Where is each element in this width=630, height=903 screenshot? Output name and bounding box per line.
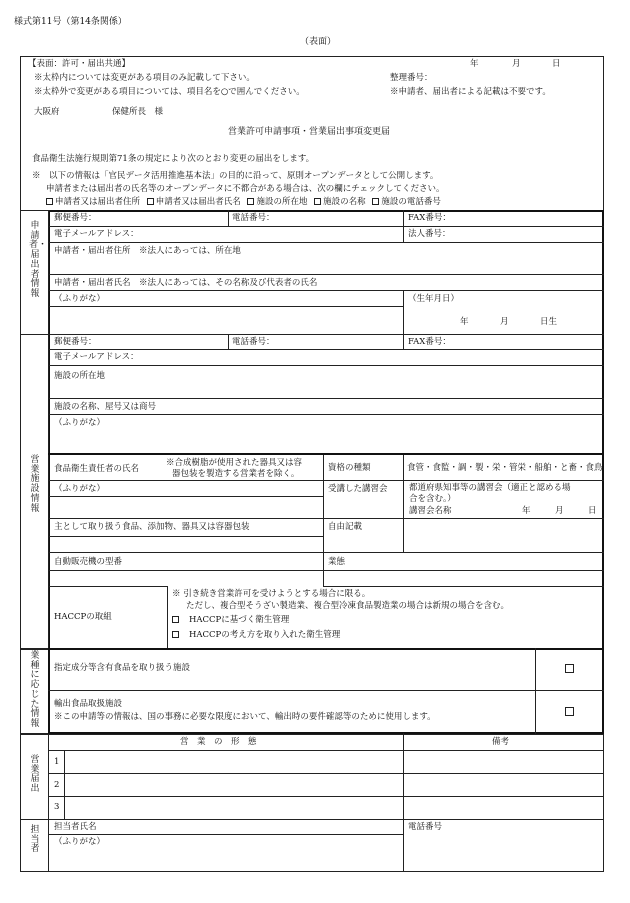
form-number: 様式第11号（第14条関係） bbox=[14, 17, 127, 27]
haccp-option-based[interactable]: HACCPに基づく衛生管理 bbox=[172, 616, 289, 625]
course-year[interactable]: 年 bbox=[522, 506, 531, 516]
date-year[interactable]: 年 bbox=[470, 59, 479, 69]
remarks-column-header: 備考 bbox=[492, 737, 510, 747]
contact-name-field[interactable]: 担当者氏名 bbox=[54, 822, 97, 832]
business-form-column-header: 営 業 の 形 態 bbox=[180, 737, 257, 747]
row-number: 2 bbox=[54, 780, 60, 790]
export-note: ※この申請等の情報は、国の事務に必要な限度において、輸出時の要件確認等のために使用します。 bbox=[54, 712, 436, 722]
haccp-option-approach[interactable]: HACCPの考え方を取り入れた衛生管理 bbox=[172, 631, 340, 640]
course-name-field[interactable]: 講習会名称 bbox=[409, 506, 452, 516]
contact-phone-field[interactable]: 電話番号 bbox=[408, 822, 443, 832]
designated-checkbox[interactable] bbox=[565, 664, 574, 673]
statement: 食品衛生法施行規則第71条の規定により次のとおり変更の届出をします。 bbox=[32, 154, 315, 164]
applicant-corp-number-field[interactable]: 法人番号： bbox=[408, 229, 451, 239]
section-applicant-label: 申請者・届出者情報 bbox=[29, 221, 48, 300]
checkbox-icon[interactable] bbox=[172, 631, 179, 638]
applicant-postal-field[interactable]: 郵便番号： bbox=[54, 213, 97, 223]
facility-postal-field[interactable]: 郵便番号： bbox=[54, 337, 97, 347]
course-description-line1: 都道府県知事等の講習会（適正と認める場 bbox=[409, 483, 571, 493]
manager-note-line2: 器包装を製造する営業者を除く。 bbox=[172, 469, 300, 479]
applicant-address-field[interactable]: 申請者・届出者住所 ※法人にあっては、所在地 bbox=[54, 246, 241, 256]
export-facility: 輸出食品取扱施設 bbox=[54, 699, 123, 709]
check-applicant-name[interactable]: 申請者又は届出者氏名 bbox=[147, 197, 241, 207]
addressee: 保健所長 様 bbox=[112, 107, 164, 117]
form-type-label: 【表面：許可・届出共通】 bbox=[28, 59, 131, 69]
applicant-birthdate-label: （生年月日） bbox=[408, 294, 460, 304]
free-text-field[interactable]: 自由記載 bbox=[328, 522, 363, 532]
checkbox-icon[interactable] bbox=[172, 616, 179, 623]
birth-day[interactable]: 日生 bbox=[540, 317, 558, 327]
applicant-phone-field[interactable]: 電話番号： bbox=[232, 213, 275, 223]
manager-furigana-field[interactable]: （ふりがな） bbox=[54, 484, 106, 494]
open-data-note: ※ 以下の情報は「官民データ活用推進基本法」の目的に沿って、原則オープンデータとして公開します。 bbox=[32, 171, 439, 181]
facility-email-field[interactable]: 電子メールアドレス： bbox=[54, 352, 139, 362]
check-facility-phone[interactable]: 施設の電話番号 bbox=[372, 197, 441, 207]
open-data-instruction: 申請者または届出者の氏名等のオープンデータに不都合がある場合は、次の欄にチェックしてください。 bbox=[46, 184, 445, 194]
haccp-note-line2: ただし、複合型そうざい製造業、複合型冷凍食品製造業の場合は新規の場合を含む。 bbox=[186, 601, 510, 611]
date-month[interactable]: 月 bbox=[512, 59, 521, 69]
manager-name-label: 食品衛生責任者の氏名 bbox=[54, 464, 140, 474]
facility-location-field[interactable]: 施設の所在地 bbox=[54, 371, 106, 381]
course-label: 受講した講習会 bbox=[328, 484, 388, 494]
section-industry-label: 業種に応じた情報 bbox=[30, 651, 40, 730]
export-checkbox[interactable] bbox=[565, 707, 574, 716]
course-month[interactable]: 月 bbox=[555, 506, 564, 516]
contact-furigana-field[interactable]: （ふりがな） bbox=[54, 837, 106, 847]
haccp-label: HACCPの取組 bbox=[54, 612, 112, 622]
facility-name-field[interactable]: 施設の名称、屋号又は商号 bbox=[54, 402, 157, 412]
haccp-note-line1: ※ 引き続き営業許可を受けようとする場合に限る。 bbox=[172, 589, 371, 599]
applicant-email-field[interactable]: 電子メールアドレス： bbox=[54, 229, 139, 239]
section-business-notice-label: 営業届出 bbox=[30, 755, 40, 795]
document-title: 営業許可申請事項・営業届出事項変更届 bbox=[228, 127, 391, 137]
qualification-type-label: 資格の種類 bbox=[328, 463, 371, 473]
main-foods-field[interactable]: 主として取り扱う食品、添加物、器具又は容器包装 bbox=[54, 522, 250, 532]
business-form-field[interactable]: 業態 bbox=[328, 557, 346, 567]
applicant-name-field[interactable]: 申請者・届出者氏名 ※法人にあっては、その名称及び代表者の氏名 bbox=[54, 278, 318, 288]
designated-ingredients-facility: 指定成分等含有食品を取り扱う施設 bbox=[54, 663, 191, 673]
facility-fax-field[interactable]: FAX番号： bbox=[408, 337, 451, 347]
reference-note: ※申請者、届出者による記載は不要です。 bbox=[390, 87, 551, 97]
prefecture: 大阪府 bbox=[34, 107, 60, 117]
side-label: （表面） bbox=[300, 37, 337, 47]
date-day[interactable]: 日 bbox=[552, 59, 561, 69]
birth-year[interactable]: 年 bbox=[460, 317, 469, 327]
manager-note-line1: ※合成樹脂が使用された器具又は容 bbox=[166, 458, 303, 468]
vending-machine-field[interactable]: 自動販売機の型番 bbox=[54, 557, 123, 567]
qualification-options[interactable]: 食管・食監・調・製・栄・管栄・船舶・と畜・食鳥 bbox=[407, 463, 603, 473]
note-thick-frame: ※太枠内については変更がある項目のみ記載して下さい。 bbox=[34, 73, 255, 83]
facility-phone-field[interactable]: 電話番号： bbox=[232, 337, 275, 347]
birth-month[interactable]: 月 bbox=[500, 317, 509, 327]
course-day[interactable]: 日 bbox=[588, 506, 597, 516]
row-number: 1 bbox=[54, 757, 60, 767]
applicant-fax-field[interactable]: FAX番号： bbox=[408, 213, 451, 223]
section-contact-label: 担当者 bbox=[30, 825, 40, 855]
row-number: 3 bbox=[54, 802, 60, 812]
check-facility-name[interactable]: 施設の名称 bbox=[314, 197, 366, 207]
reference-number-label: 整理番号： bbox=[390, 73, 433, 83]
course-description-line2: 合を含む。） bbox=[409, 494, 456, 504]
note-outside-frame: ※太枠外で変更がある項目については、項目名を○で囲んでください。 bbox=[34, 87, 305, 97]
facility-furigana-field[interactable]: （ふりがな） bbox=[54, 418, 106, 428]
section-facility-label: 営業施設情報 bbox=[30, 455, 40, 514]
check-applicant-address[interactable]: 申請者又は届出者住所 bbox=[46, 197, 140, 207]
check-facility-location[interactable]: 施設の所在地 bbox=[247, 197, 307, 207]
applicant-furigana-field[interactable]: （ふりがな） bbox=[54, 294, 106, 304]
